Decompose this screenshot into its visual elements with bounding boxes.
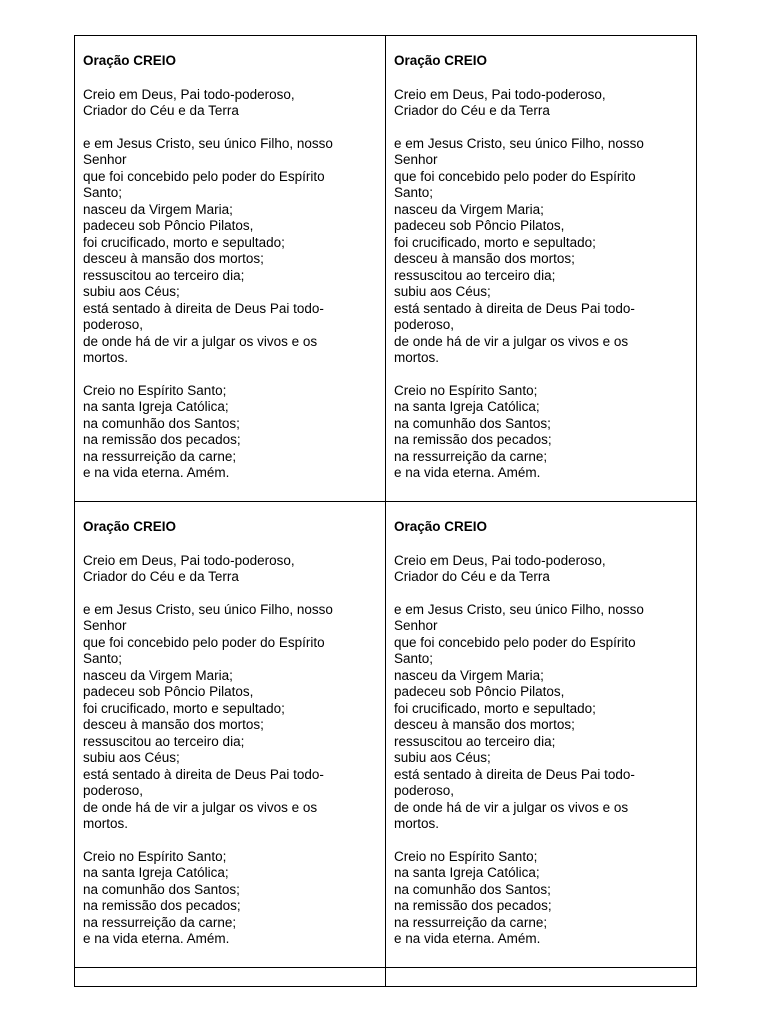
prayer-line: foi crucificado, morto e sepultado; — [83, 700, 285, 716]
prayer-line: Creio no Espírito Santo; — [83, 382, 227, 398]
prayer-stanza — [394, 87, 689, 120]
prayer-line: Creio em Deus, Pai todo-poderoso, — [83, 86, 295, 102]
prayer-line: nasceu da Virgem Maria; — [394, 667, 544, 683]
prayer-line: e na vida eterna. Amém. — [83, 931, 230, 946]
prayer-line: e na vida eterna. Amém. — [394, 465, 541, 480]
prayer-line: subiu aos Céus; — [83, 750, 180, 765]
prayer-line: desceu à mansão dos mortos; — [83, 717, 264, 732]
prayer-line: está sentado à direita de Deus Pai todo- — [83, 766, 324, 782]
card-cell-2 — [386, 36, 697, 502]
prayer-line: está sentado à direita de Deus Pai todo- — [83, 300, 324, 316]
prayer-line: Senhor — [394, 152, 438, 167]
prayer-line: na comunhão dos Santos; — [83, 881, 240, 897]
card-cell-4 — [386, 502, 697, 968]
card-cell-3 — [75, 502, 386, 968]
prayer-line: de onde há de vir a julgar os vivos e os — [83, 333, 318, 349]
prayer-stanza — [83, 849, 378, 948]
prayer-line: subiu aos Céus; — [394, 750, 491, 765]
prayer-line: e em Jesus Cristo, seu único Filho, nosso — [394, 601, 644, 617]
prayer-card-1 — [75, 36, 385, 501]
prayer-line: que foi concebido pelo poder do Espírito — [394, 168, 636, 184]
prayer-line: na remissão dos pecados; — [83, 898, 241, 913]
prayer-line: está sentado à direita de Deus Pai todo- — [394, 300, 635, 316]
prayer-line: na ressurreição da carne; — [83, 448, 237, 464]
prayer-line: Creio em Deus, Pai todo-poderoso, — [83, 552, 295, 568]
prayer-line: que foi concebido pelo poder do Espírito — [83, 168, 325, 184]
prayer-line: desceu à mansão dos mortos; — [394, 717, 575, 732]
empty-cell-left — [75, 968, 386, 987]
prayer-line: padeceu sob Pôncio Pilatos, — [394, 684, 565, 699]
prayer-line: nasceu da Virgem Maria; — [83, 667, 233, 683]
prayer-line: desceu à mansão dos mortos; — [83, 251, 264, 266]
prayer-line: nasceu da Virgem Maria; — [83, 201, 233, 217]
prayer-line: Senhor — [83, 618, 127, 633]
prayer-line: e na vida eterna. Amém. — [83, 465, 230, 480]
prayer-card-3 — [75, 502, 385, 967]
prayer-line: Santo; — [394, 185, 434, 200]
card-row-1 — [75, 36, 697, 502]
prayer-line: e em Jesus Cristo, seu único Filho, nosso — [83, 601, 333, 617]
prayer-line: mortos. — [394, 350, 440, 365]
prayer-line: ressuscitou ao terceiro dia; — [394, 267, 556, 283]
prayer-line: na comunhão dos Santos; — [394, 415, 551, 431]
prayer-line: ressuscitou ao terceiro dia; — [83, 267, 245, 283]
prayer-stanza — [83, 602, 378, 833]
prayer-line: na santa Igreja Católica; — [394, 865, 540, 880]
card-row-2 — [75, 502, 697, 968]
prayer-line: poderoso, — [83, 783, 144, 798]
prayer-line: na ressurreição da carne; — [83, 914, 237, 930]
prayer-line: mortos. — [394, 816, 440, 831]
prayer-line: ressuscitou ao terceiro dia; — [83, 733, 245, 749]
prayer-line: foi crucificado, morto e sepultado; — [83, 234, 285, 250]
prayer-line: que foi concebido pelo poder do Espírito — [83, 634, 325, 650]
prayer-line: Creio em Deus, Pai todo-poderoso, — [394, 552, 606, 568]
prayer-line: Criador do Céu e da Terra — [394, 103, 550, 118]
prayer-line: na comunhão dos Santos; — [83, 415, 240, 431]
prayer-line: desceu à mansão dos mortos; — [394, 251, 575, 266]
prayer-line: nasceu da Virgem Maria; — [394, 201, 544, 217]
prayer-card-table — [74, 35, 697, 987]
card-title: Oração CREIO — [83, 53, 177, 68]
prayer-line: na remissão dos pecados; — [83, 432, 241, 447]
card-cell-1 — [75, 36, 386, 502]
prayer-line: e em Jesus Cristo, seu único Filho, nosso — [394, 135, 644, 151]
prayer-line: Senhor — [394, 618, 438, 633]
empty-table-row — [75, 968, 697, 987]
prayer-line: Santo; — [83, 651, 123, 666]
prayer-line: poderoso, — [394, 783, 455, 798]
prayer-line: mortos. — [83, 816, 129, 831]
empty-cell-right — [386, 968, 697, 987]
prayer-line: Santo; — [394, 651, 434, 666]
prayer-line: e na vida eterna. Amém. — [394, 931, 541, 946]
prayer-stanza — [83, 136, 378, 367]
prayer-stanza — [83, 383, 378, 482]
prayer-line: Criador do Céu e da Terra — [83, 569, 239, 584]
prayer-line: ressuscitou ao terceiro dia; — [394, 733, 556, 749]
prayer-card-2 — [386, 36, 696, 501]
prayer-line: Creio no Espírito Santo; — [83, 848, 227, 864]
prayer-line: foi crucificado, morto e sepultado; — [394, 700, 596, 716]
prayer-line: padeceu sob Pôncio Pilatos, — [83, 684, 254, 699]
prayer-line: subiu aos Céus; — [83, 284, 180, 299]
card-title: Oração CREIO — [394, 53, 488, 68]
prayer-line: mortos. — [83, 350, 129, 365]
card-title: Oração CREIO — [394, 519, 488, 534]
prayer-line: na santa Igreja Católica; — [394, 399, 540, 414]
prayer-stanza — [394, 602, 689, 833]
prayer-line: na remissão dos pecados; — [394, 432, 552, 447]
prayer-line: na remissão dos pecados; — [394, 898, 552, 913]
prayer-line: na comunhão dos Santos; — [394, 881, 551, 897]
prayer-line: Creio no Espírito Santo; — [394, 848, 538, 864]
prayer-line: foi crucificado, morto e sepultado; — [394, 234, 596, 250]
prayer-line: de onde há de vir a julgar os vivos e os — [394, 333, 629, 349]
prayer-stanza — [83, 553, 378, 586]
prayer-stanza — [83, 87, 378, 120]
prayer-line: e em Jesus Cristo, seu único Filho, nosso — [83, 135, 333, 151]
prayer-line: Criador do Céu e da Terra — [83, 103, 239, 118]
prayer-stanza — [394, 136, 689, 367]
prayer-line: de onde há de vir a julgar os vivos e os — [394, 799, 629, 815]
prayer-line: poderoso, — [83, 317, 144, 332]
prayer-stanza — [394, 383, 689, 482]
prayer-line: Creio em Deus, Pai todo-poderoso, — [394, 86, 606, 102]
prayer-line: na santa Igreja Católica; — [83, 399, 229, 414]
prayer-line: está sentado à direita de Deus Pai todo- — [394, 766, 635, 782]
prayer-line: na ressurreição da carne; — [394, 914, 548, 930]
prayer-line: Creio no Espírito Santo; — [394, 382, 538, 398]
prayer-card-4 — [386, 502, 696, 967]
prayer-line: subiu aos Céus; — [394, 284, 491, 299]
prayer-line: que foi concebido pelo poder do Espírito — [394, 634, 636, 650]
prayer-line: padeceu sob Pôncio Pilatos, — [394, 218, 565, 233]
prayer-line: Senhor — [83, 152, 127, 167]
prayer-line: poderoso, — [394, 317, 455, 332]
prayer-line: Criador do Céu e da Terra — [394, 569, 550, 584]
prayer-line: padeceu sob Pôncio Pilatos, — [83, 218, 254, 233]
prayer-stanza — [394, 849, 689, 948]
prayer-line: na santa Igreja Católica; — [83, 865, 229, 880]
prayer-stanza — [394, 553, 689, 586]
prayer-line: Santo; — [83, 185, 123, 200]
card-title: Oração CREIO — [83, 519, 177, 534]
prayer-line: na ressurreição da carne; — [394, 448, 548, 464]
prayer-line: de onde há de vir a julgar os vivos e os — [83, 799, 318, 815]
